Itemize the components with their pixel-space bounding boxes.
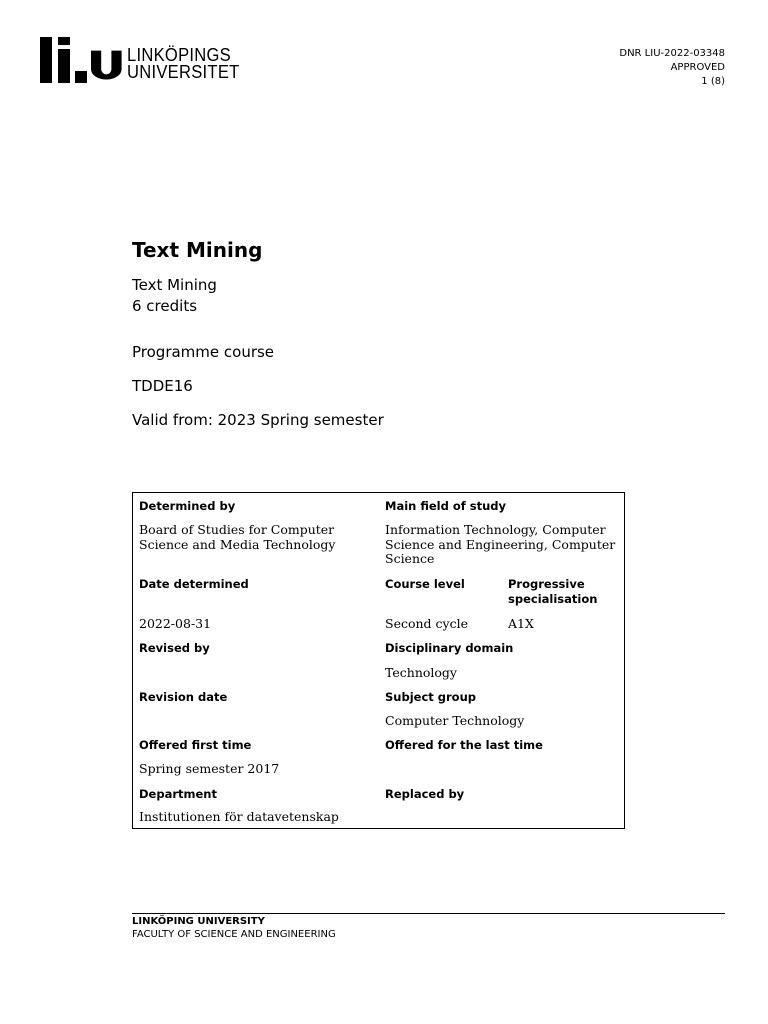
replaced-by-label: Replaced by [385,787,465,801]
course-level-value: Second cycle [385,616,468,631]
logo-line-2: UNIVERSITET [127,62,240,82]
footer [132,915,336,941]
course-level-label: Course level [385,577,465,591]
department-value: Institutionen för datavetenskap [139,809,339,824]
course-credits: 6 credits [132,297,198,315]
progressive-specialisation-label: Progressive specialisation [508,577,598,606]
footer-faculty: FACULTY OF SCIENCE AND ENGINEERING [132,929,336,940]
revised-by-label: Revised by [139,641,210,655]
offered-last-label: Offered for the last time [385,738,543,752]
university-name [127,47,327,81]
course-name: Text Mining [132,276,217,294]
determined-by-value: Board of Studies for Computer Science and Media Technology [139,522,336,552]
footer-university: LINKÖPING UNIVERSITY [132,916,265,927]
footer-divider [132,913,725,914]
disciplinary-domain-value: Technology [385,665,457,680]
course-type: Programme course [132,343,275,361]
subject-group-label: Subject group [385,690,476,704]
date-determined-label: Date determined [139,577,249,591]
dnr-number: DNR LIU-2022-03348 [619,48,725,59]
date-determined-value: 2022-08-31 [139,616,212,631]
department-label: Department [139,787,217,801]
main-field-value: Information Technology, Computer Science and Engineering, Computer Science [385,522,616,566]
course-code: TDDE16 [132,377,193,395]
determined-by-label: Determined by [139,499,236,513]
document-reference [505,47,725,89]
course-info-table [132,492,625,829]
main-field-label: Main field of study [385,499,507,513]
offered-first-label: Offered first time [139,738,252,752]
revision-date-label: Revision date [139,690,228,704]
approval-status: APPROVED [670,62,725,73]
progressive-specialisation-value: A1X [508,616,534,631]
offered-first-value: Spring semester 2017 [139,761,280,776]
liu-logo-mark-icon [40,37,122,85]
disciplinary-domain-label: Disciplinary domain [385,641,514,655]
logo-line-1: LINKÖPINGS [127,45,231,65]
page-title: Text Mining [132,238,263,262]
subject-group-value: Computer Technology [385,713,525,728]
valid-from: Valid from: 2023 Spring semester [132,411,384,429]
page-number: 1 (8) [701,76,725,87]
